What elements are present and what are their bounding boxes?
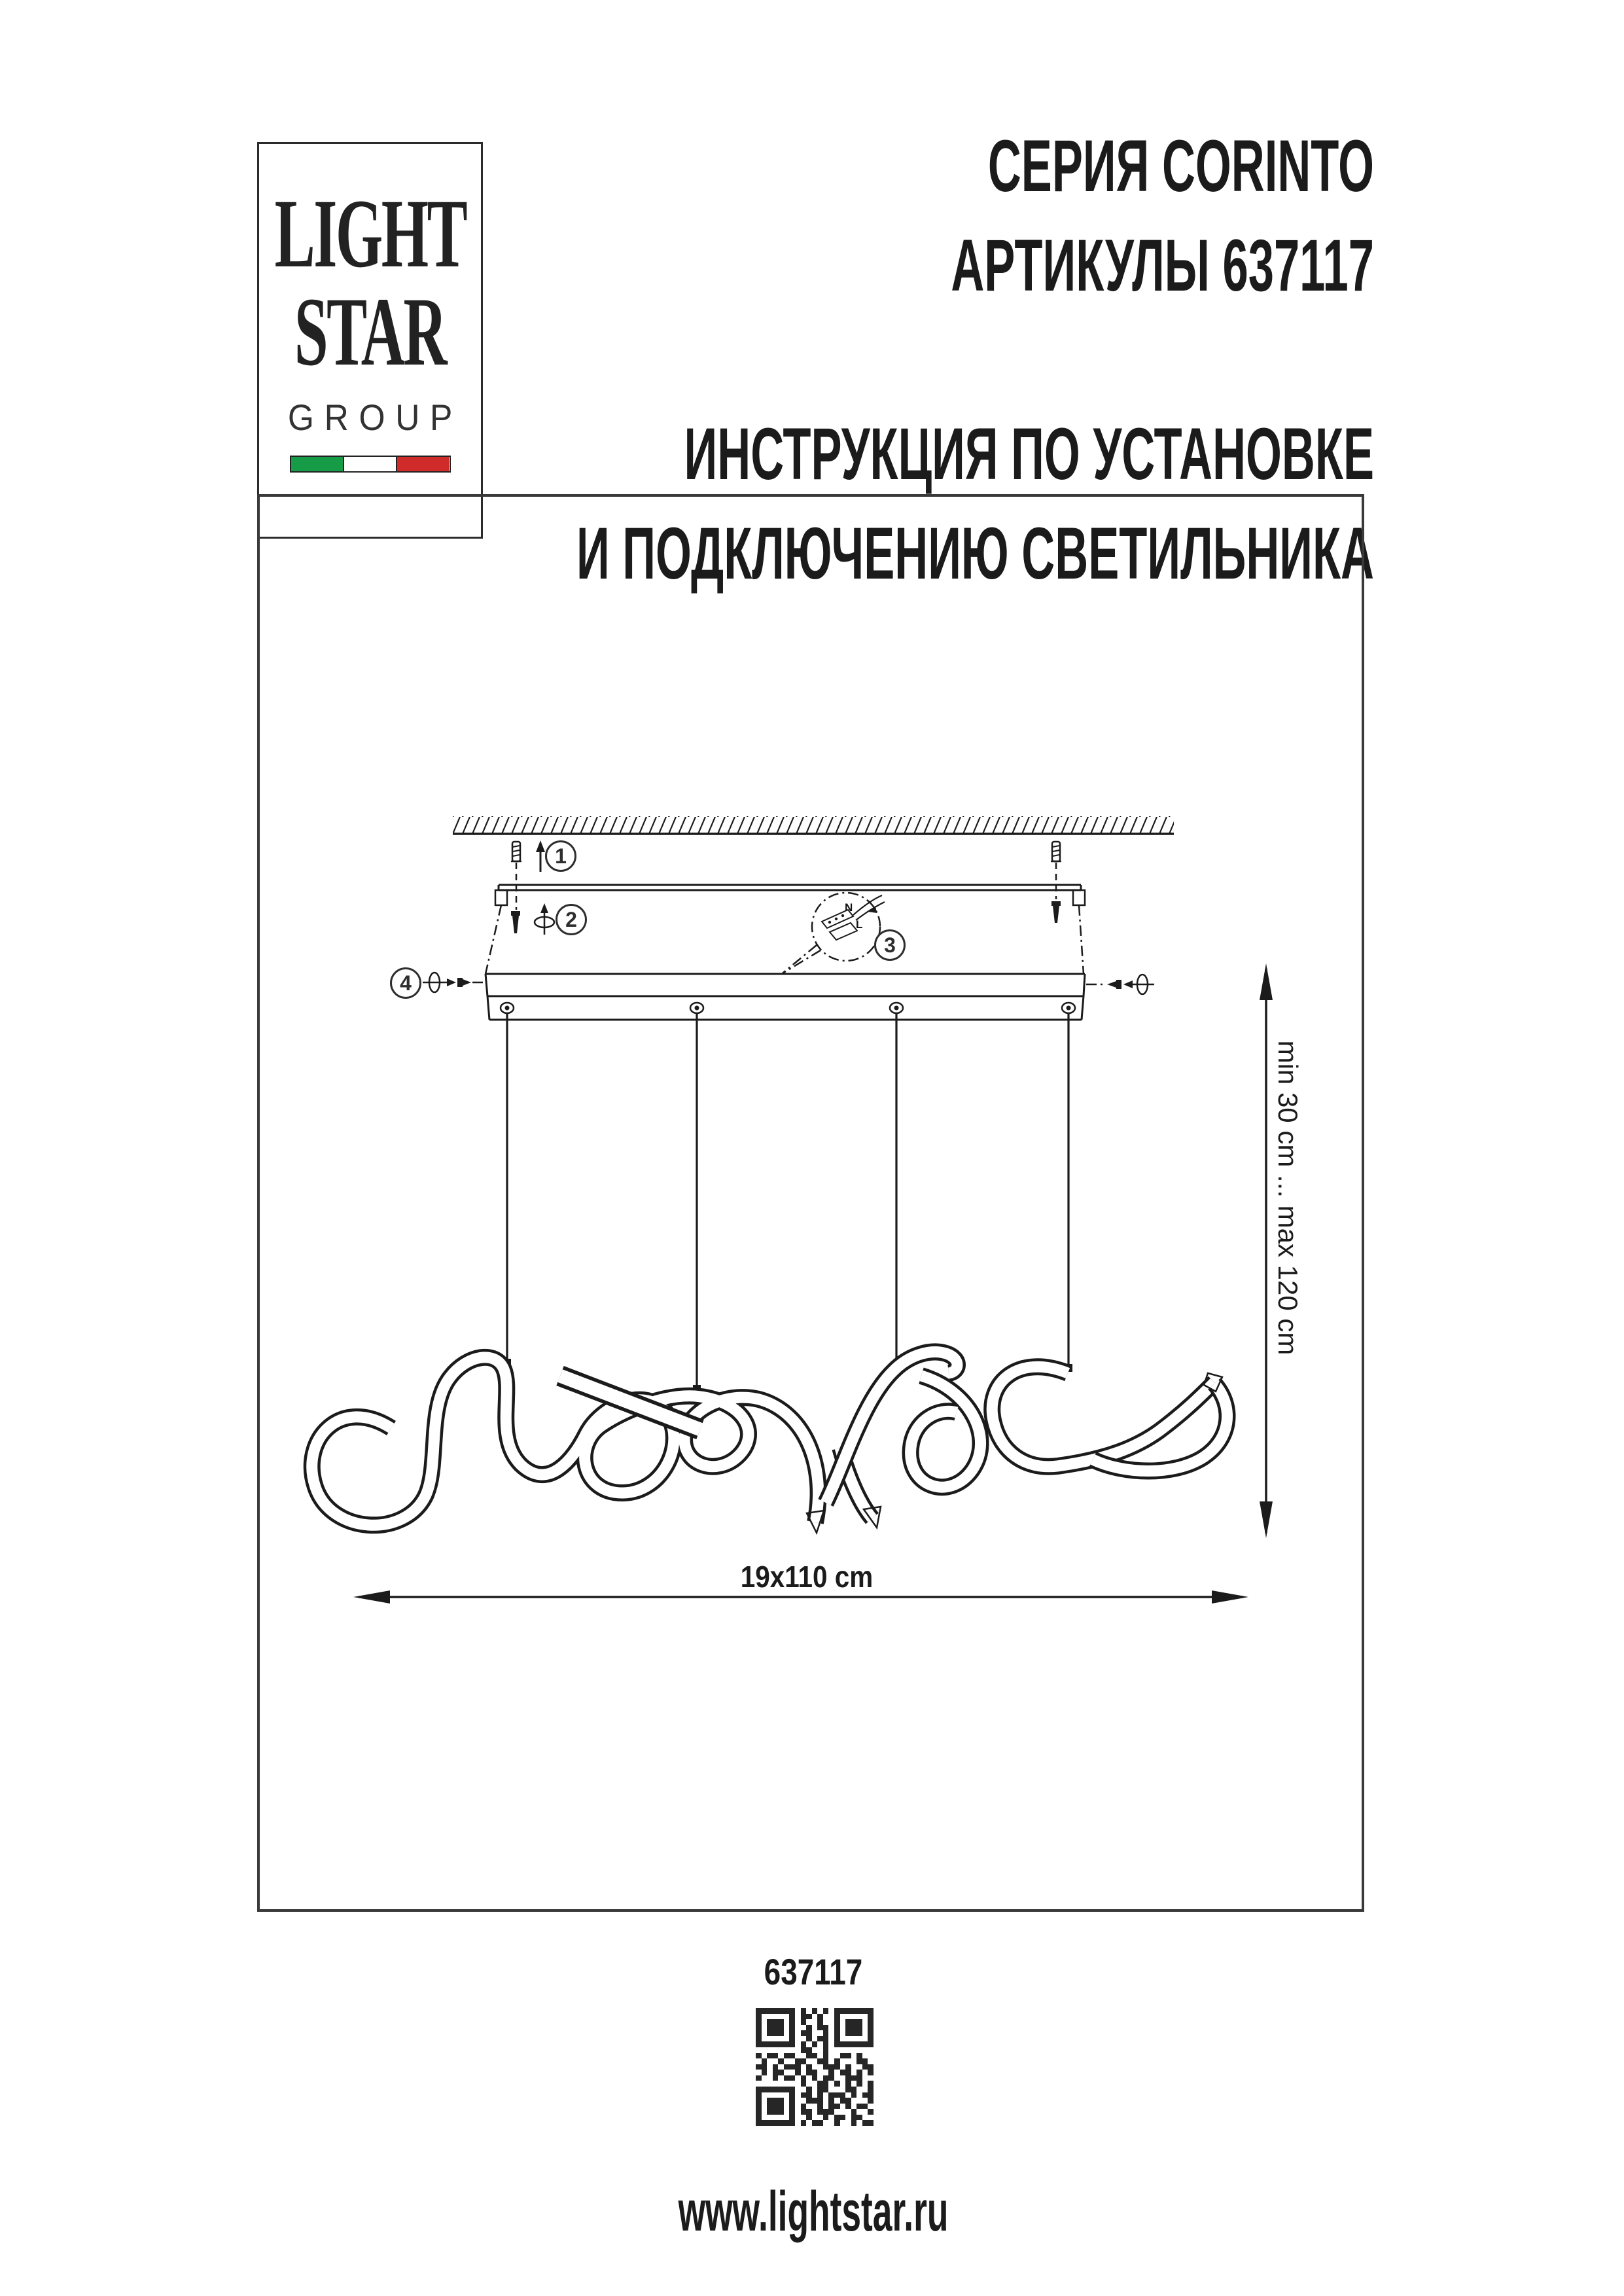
callout-step-2: 2 xyxy=(556,904,587,935)
suspension-cables xyxy=(503,1013,1072,1393)
cable-gland-icon xyxy=(1062,1003,1075,1013)
cable-gland-icon xyxy=(690,1003,703,1013)
instruction-title-line1: ИНСТРУКЦИЯ ПО УСТАНОВКЕ xyxy=(684,413,1374,495)
terminal-label-n: N xyxy=(845,901,853,914)
height-dimension-label: min 30 cm ... max 120 cm xyxy=(1273,1040,1303,1355)
canopy-bracket-left xyxy=(495,890,507,905)
screw-right-icon xyxy=(1051,901,1061,923)
width-dimension-label: 19x110 cm xyxy=(740,1560,874,1594)
cable-gland-icon xyxy=(501,1003,514,1013)
qr-code xyxy=(756,2008,874,2126)
callout-step-1: 1 xyxy=(545,840,576,872)
chandelier-swirl xyxy=(312,1352,1227,1533)
screw-left-icon xyxy=(511,911,520,933)
logo-word-light: LIGHT xyxy=(274,179,466,288)
website-url: www.lightstar.ru xyxy=(678,2180,949,2243)
dowel-left-icon xyxy=(511,842,521,910)
terminal-label-l: L xyxy=(856,918,863,931)
cable-gland-icon xyxy=(890,1003,903,1013)
cable-glands xyxy=(501,1003,1075,1013)
series-title: СЕРИЯ CORINTO xyxy=(987,125,1374,207)
logo-word-group: GROUP xyxy=(287,397,463,438)
insert-arrow-icon xyxy=(536,840,545,872)
wire-arrow-icon xyxy=(868,906,877,913)
callout-step-4: 4 xyxy=(390,967,421,999)
side-screw-right-icon xyxy=(1086,975,1154,994)
ceiling-hatch xyxy=(453,816,1174,834)
rotate-screw-left-icon xyxy=(535,903,554,935)
height-dimension-arrow xyxy=(1260,963,1273,1538)
terminal-detail xyxy=(783,893,885,973)
articles-title: АРТИКУЛЫ 637117 xyxy=(951,224,1374,306)
callout-step-3: 3 xyxy=(874,929,906,961)
logo-word-star: STAR xyxy=(294,278,446,386)
instruction-title-line2: И ПОДКЛЮЧЕНИЮ СВЕТИЛЬНИКА xyxy=(576,512,1374,594)
canopy-bracket-right xyxy=(1073,890,1085,905)
side-screw-left-icon xyxy=(423,973,485,992)
article-number: 637117 xyxy=(764,1951,863,1992)
